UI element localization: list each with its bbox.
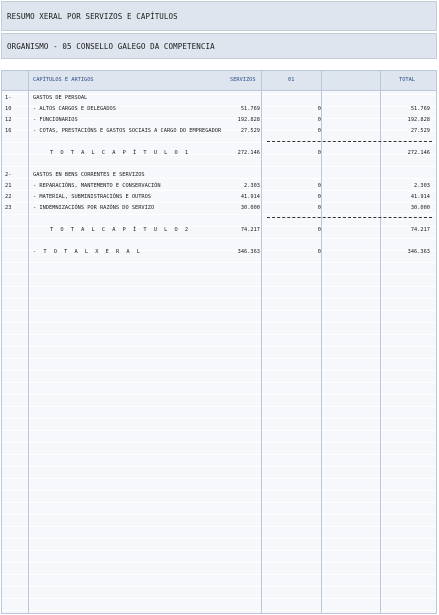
row-value-01: 2.303 <box>244 183 260 189</box>
row-value-total: 41.914 <box>410 194 430 200</box>
row-value-total: 192.828 <box>407 117 430 123</box>
report-title <box>1 1 437 31</box>
column-header-row <box>2 71 436 91</box>
table-row <box>2 214 436 225</box>
row-code: 21 <box>5 183 12 189</box>
row-value-col2: 0 <box>317 150 321 156</box>
row-code: 10 <box>5 106 12 112</box>
table-row <box>2 203 436 214</box>
table-row <box>2 192 436 203</box>
table-row <box>2 148 436 159</box>
row-value-col2: 0 <box>317 183 321 189</box>
row-value-total: 51.769 <box>410 106 430 112</box>
organism-header <box>1 33 437 59</box>
row-code: 1- <box>5 95 12 101</box>
row-value-total: 27.529 <box>410 128 430 134</box>
column-header-total: TOTAL <box>399 77 415 83</box>
row-value-01: 192.828 <box>237 117 260 123</box>
row-value-01: 30.000 <box>240 205 260 211</box>
row-code: 12 <box>5 117 12 123</box>
row-description: - REPARACIÓNS, MANTEMENTO E CONSERVACIÓN <box>33 183 161 189</box>
row-value-total: 30.000 <box>410 205 430 211</box>
table-row <box>2 225 436 236</box>
column-header-services: SERVIZOS <box>230 77 256 83</box>
table-row <box>2 93 436 104</box>
table-row <box>2 115 436 126</box>
subtotal-separator <box>267 141 432 142</box>
row-code: 22 <box>5 194 12 200</box>
row-description: - INDEMNIZACIÓNS POR RAZÓNS DO SERVIZO <box>33 205 155 211</box>
row-value-total: 346.363 <box>407 249 430 255</box>
row-value-01: 27.529 <box>240 128 260 134</box>
row-description: T O T A L C A P Í T U L O 1 <box>50 150 191 156</box>
row-value-01: 272.146 <box>237 150 260 156</box>
row-description: - FUNCIONARIOS <box>33 117 78 123</box>
row-code: 2- <box>5 172 12 178</box>
row-value-01: 51.769 <box>240 106 260 112</box>
table-row <box>2 181 436 192</box>
row-description: - MATERIAL, SUBMINISTRACIÓNS E OUTROS <box>33 194 151 200</box>
row-value-col2: 0 <box>317 128 321 134</box>
column-header-chapters: CAPÍTULOS E ARTIGOS <box>33 77 94 83</box>
organism-text: ORGANISMO - 05 CONSELLO GALEGO DA COMPETENCIA <box>7 41 215 51</box>
row-value-col2: 0 <box>317 205 321 211</box>
row-description: GASTOS DE PERSOAL <box>33 95 88 101</box>
row-value-total: 2.303 <box>414 183 430 189</box>
table-row <box>2 170 436 181</box>
column-header-01: 01 <box>288 77 295 83</box>
table-row <box>2 236 436 247</box>
row-value-01: 346.363 <box>237 249 260 255</box>
row-description: - ALTOS CARGOS E DELEGADOS <box>33 106 116 112</box>
row-description: GASTOS EN BENS CORRENTES E SERVIZOS <box>33 172 145 178</box>
table-row <box>2 159 436 170</box>
row-description: - T O T A L X E R A L <box>33 249 142 255</box>
row-value-col2: 0 <box>317 249 321 255</box>
table-row <box>2 104 436 115</box>
table-row <box>2 137 436 148</box>
row-value-01: 74.217 <box>240 227 260 233</box>
row-value-total: 74.217 <box>410 227 430 233</box>
row-description: T O T A L C A P Í T U L O 2 <box>50 227 191 233</box>
row-value-01: 41.914 <box>240 194 260 200</box>
row-description: - COTAS, PRESTACIÓNS E GASTOS SOCIAIS A CARGO DO EMPREGADOR <box>33 128 222 134</box>
summary-table <box>1 70 437 614</box>
row-code: 23 <box>5 205 12 211</box>
row-value-col2: 0 <box>317 117 321 123</box>
subtotal-separator <box>267 217 432 218</box>
row-value-col2: 0 <box>317 106 321 112</box>
row-code: 16 <box>5 128 12 134</box>
row-value-total: 272.146 <box>407 150 430 156</box>
table-row <box>2 247 436 258</box>
table-row <box>2 126 436 137</box>
row-value-col2: 0 <box>317 194 321 200</box>
row-value-col2: 0 <box>317 227 321 233</box>
report-title-text: RESUMO XERAL POR SERVIZOS E CAPÍTULOS <box>7 11 178 21</box>
